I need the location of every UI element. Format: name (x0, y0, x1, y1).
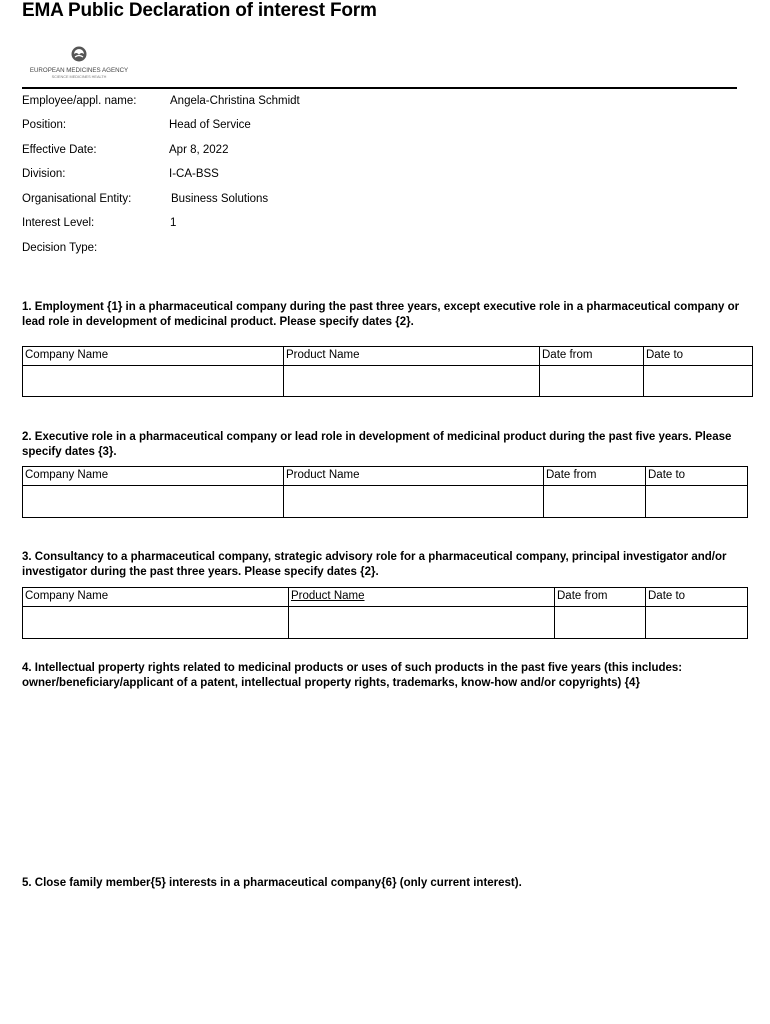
column-header-date-from: Date from (544, 467, 646, 486)
table-header-row (23, 588, 748, 607)
column-header-date-from: Date from (555, 588, 646, 607)
ema-logo (28, 45, 130, 79)
column-header-company-name: Company Name (23, 588, 289, 607)
section-4-heading: 4. Intellectual property rights related to medicinal products or uses of such products in the past five years (this includes: owner/beneficiary/applicant of a patent, intellectual property rights, trademarks, know-how and/or copyrights) {4} (22, 662, 683, 689)
field-label-employee-name: Employee/appl. name: (22, 95, 137, 107)
section-3-table (22, 587, 748, 639)
column-header-product-name: Product Name (284, 347, 540, 366)
section-2-heading: 2. Executive role in a pharmaceutical company or lead role in development of medicinal product during the past five years. Please specify dates {3}. (22, 431, 732, 458)
section-3-heading: 3. Consultancy to a pharmaceutical company, strategic advisory role for a pharmaceutical company, principal investigator and/or investigator during the past three years. Please specify dates {2}. (22, 551, 727, 578)
table-header-row (23, 347, 753, 366)
table-row (23, 366, 753, 397)
field-label-effective-date: Effective Date: (22, 144, 97, 156)
table-cell (644, 366, 753, 397)
table-cell (544, 486, 646, 518)
section-5-heading: 5. Close family member{5} interests in a pharmaceutical company{6} (only current interest). (22, 877, 522, 889)
header-divider (22, 87, 737, 89)
field-label-position: Position: (22, 119, 67, 131)
table-cell (289, 607, 555, 639)
table-cell (540, 366, 644, 397)
section-1-table (22, 346, 753, 397)
section-1-heading: 1. Employment {1} in a pharmaceutical company during the past three years, except executive role in a pharmaceutical company or lead role in development of medicinal product. Please specify dates {2}. (22, 301, 740, 328)
form-title: EMA Public Declaration of interest Form (22, 0, 377, 21)
table-cell (23, 366, 284, 397)
table-cell (23, 607, 289, 639)
column-header-date-to: Date to (644, 347, 753, 366)
column-header-product-name: Product Name (289, 588, 555, 607)
table-cell (555, 607, 646, 639)
table-cell (23, 486, 284, 518)
field-value-effective-date: Apr 8, 2022 (169, 144, 229, 156)
field-value-position: Head of Service (169, 119, 251, 131)
field-value-division: I-CA-BSS (169, 168, 219, 180)
field-label-organisational-entity: Organisational Entity: (22, 193, 132, 205)
table-cell (646, 607, 748, 639)
field-label-decision-type: Decision Type: (22, 242, 98, 254)
column-header-date-from: Date from (540, 347, 644, 366)
field-value-organisational-entity: Business Solutions (171, 193, 269, 205)
table-cell (646, 486, 748, 518)
table-cell (284, 366, 540, 397)
field-label-division: Division: (22, 168, 66, 180)
column-header-product-name: Product Name (284, 467, 544, 486)
table-row (23, 607, 748, 639)
column-header-company-name: Company Name (23, 347, 284, 366)
field-value-interest-level: 1 (170, 217, 177, 229)
field-value-employee-name: Angela-Christina Schmidt (170, 95, 300, 107)
table-header-row (23, 467, 748, 486)
table-cell (284, 486, 544, 518)
table-row (23, 486, 748, 518)
column-header-date-to: Date to (646, 467, 748, 486)
field-label-interest-level: Interest Level: (22, 217, 95, 229)
column-header-date-to: Date to (646, 588, 748, 607)
logo-subtext: SCIENCE MEDICINES HEALTH (51, 75, 107, 79)
column-header-company-name: Company Name (23, 467, 284, 486)
section-2-table (22, 466, 748, 518)
logo-text: EUROPEAN MEDICINES AGENCY (29, 67, 129, 74)
